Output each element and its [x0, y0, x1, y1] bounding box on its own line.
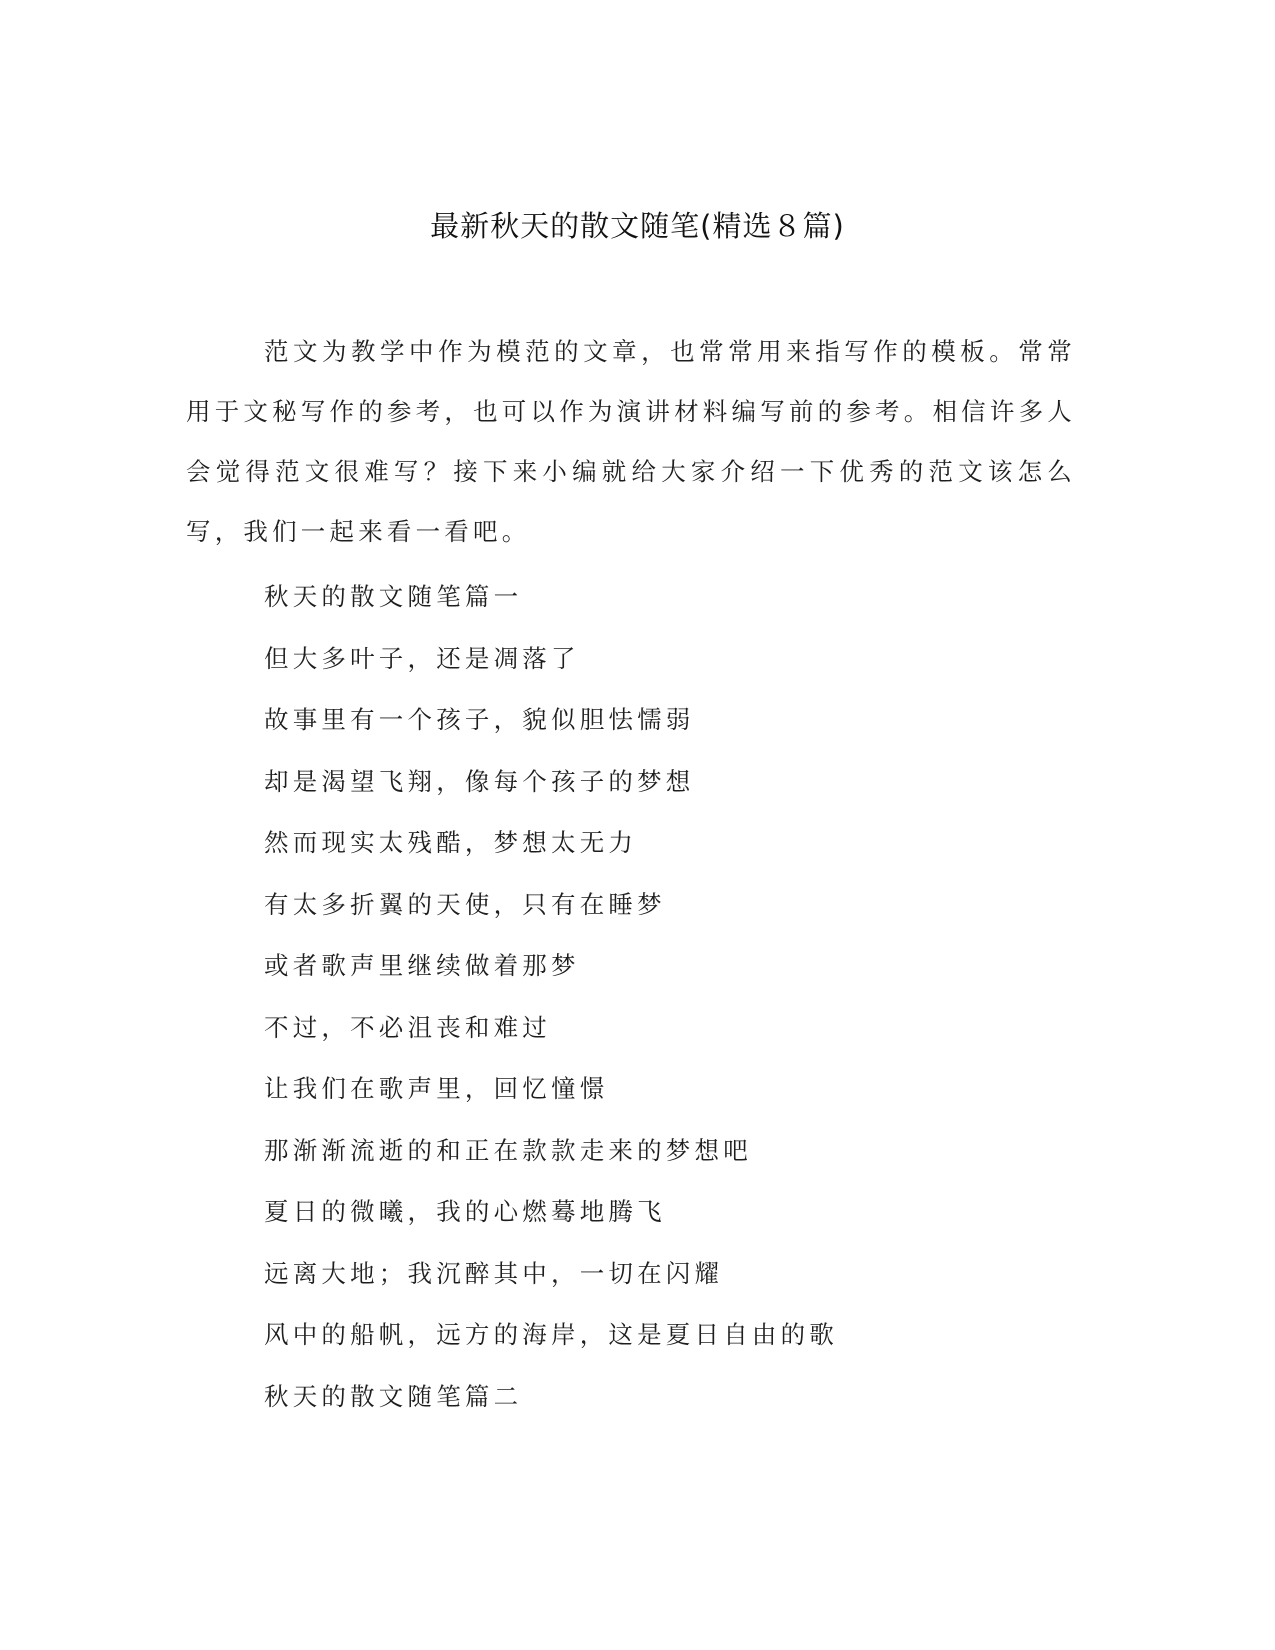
poem-line: 然而现实太残酷，梦想太无力: [264, 828, 638, 857]
poem-line: 夏日的微曦，我的心燃蓦地腾飞: [264, 1197, 666, 1226]
poem-line: 或者歌声里继续做着那梦: [264, 951, 580, 980]
section-heading: 秋天的散文随笔篇二: [264, 1381, 523, 1411]
intro-paragraph: 范文为教学中作为模范的文章，也常常用来指写作的模板。常常用于文秘写作的参考，也可以作为演讲材料编写前的参考。相信许多人会觉得范文很难写？接下来小编就给大家介绍一下优秀的范文该怎么写，我们一起来看一看吧。: [186, 337, 1076, 546]
poem-lines: [264, 566, 1064, 1427]
poem-line: 远离大地；我沉醉其中，一切在闪耀: [264, 1258, 724, 1288]
poem-line: 那渐渐流逝的和正在款款走来的梦想吧: [264, 1135, 752, 1165]
poem-line: 但大多叶子，还是凋落了: [264, 643, 580, 673]
poem-line: 不过，不必沮丧和难过: [264, 1012, 551, 1042]
poem-line: 有太多折翼的天使，只有在睡梦: [264, 889, 666, 919]
poem-line: 故事里有一个孩子，貌似胆怯懦弱: [264, 705, 695, 734]
document-title: 最新秋天的散文随笔(精选８篇): [430, 209, 845, 243]
poem-line: 让我们在歌声里，回忆憧憬: [264, 1074, 609, 1103]
section-heading: 秋天的散文随笔篇一: [264, 582, 523, 611]
poem-line: 风中的船帆，远方的海岸，这是夏日自由的歌: [264, 1320, 838, 1349]
poem-line: 却是渴望飞翔，像每个孩子的梦想: [264, 766, 695, 796]
